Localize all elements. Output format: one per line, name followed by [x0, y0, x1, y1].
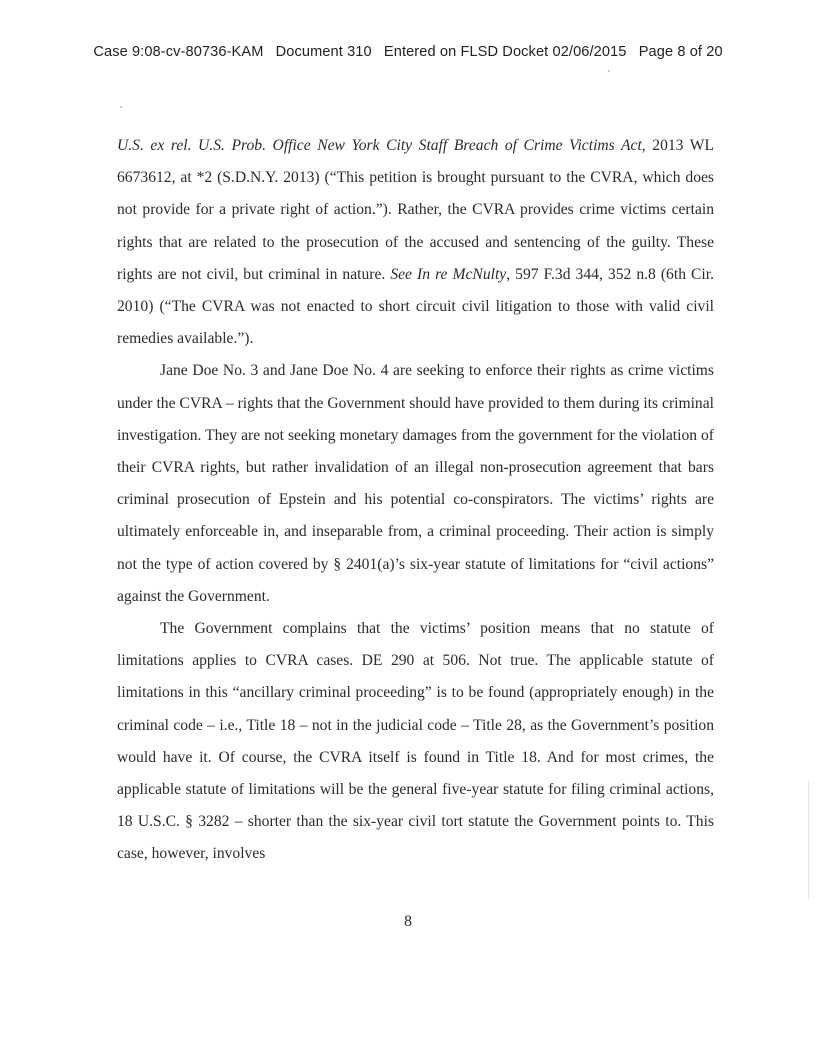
page-of-total: Page 8 of 20: [638, 44, 723, 60]
paragraph-text: , 2013 WL 6673612, at *2 (S.D.N.Y. 2013) (“This petition is brought pursuant to the CVRA, which does not provide for a private right of action.”). Rather, the CVRA provides crime victims certain rights that are related to the prosecution of the accused and sentencing of the guilty. These rights are not civil, but criminal in nature.: [117, 137, 714, 283]
paragraph: [117, 613, 714, 871]
docket-header: [0, 44, 816, 60]
case-citation: See In re McNulty: [390, 265, 507, 283]
scan-edge-line: [808, 780, 809, 900]
paragraph-text: , 597 F.3d 344, 352 n.8 (6th Cir. 2010) (“The CVRA was not enacted to short circuit civil litigation to those with valid civil remedies available.”).: [117, 265, 714, 348]
paragraph-text: The Government complains that the victims’ position means that no statute of limitations applies to CVRA cases. DE 290 at 506. Not true. The applicable statute of limitations in this “ancillary criminal proceeding” is to be found (appropriately enough) in the criminal code – i.e., Title 18 – not in the judicial code – Title 28, as the Government’s position would have it. Of course, the CVRA itself is found in Title 18. And for most crimes, the applicable statute of limitations will be the general five-year statute for filing criminal actions, 18 U.S.C. § 3282 – shorter than the six-year civil tort statute the Government points to. This case, however, involves: [117, 620, 714, 863]
paragraph: [117, 355, 714, 613]
paragraph: [117, 130, 714, 355]
paragraph-text: Jane Doe No. 3 and Jane Doe No. 4 are seeking to enforce their rights as crime victims under the CVRA – rights that the Government should have provided to them during its criminal investigation. They are not seeking monetary damages from the government for the violation of their CVRA rights, but rather invalidation of an illegal non-prosecution agreement that bars criminal prosecution of Epstein and his potential co-conspirators. The victims’ rights are ultimately enforceable in, and inseparable from, a criminal proceeding. Their action is simply not the type of action covered by § 2401(a)’s six-year statute of limitations for “civil actions” against the Government.: [117, 362, 714, 605]
scan-speck: [120, 106, 122, 108]
document-body: [117, 130, 714, 871]
page-number: 8: [404, 913, 412, 930]
scan-speck: [608, 70, 610, 72]
document-number: Document 310: [275, 44, 372, 60]
case-citation: U.S. ex rel. U.S. Prob. Office New York City Staff Breach of Crime Victims Act: [117, 137, 642, 154]
case-number: Case 9:08-cv-80736-KAM: [93, 44, 264, 60]
docket-entry: Entered on FLSD Docket 02/06/2015: [383, 44, 627, 60]
